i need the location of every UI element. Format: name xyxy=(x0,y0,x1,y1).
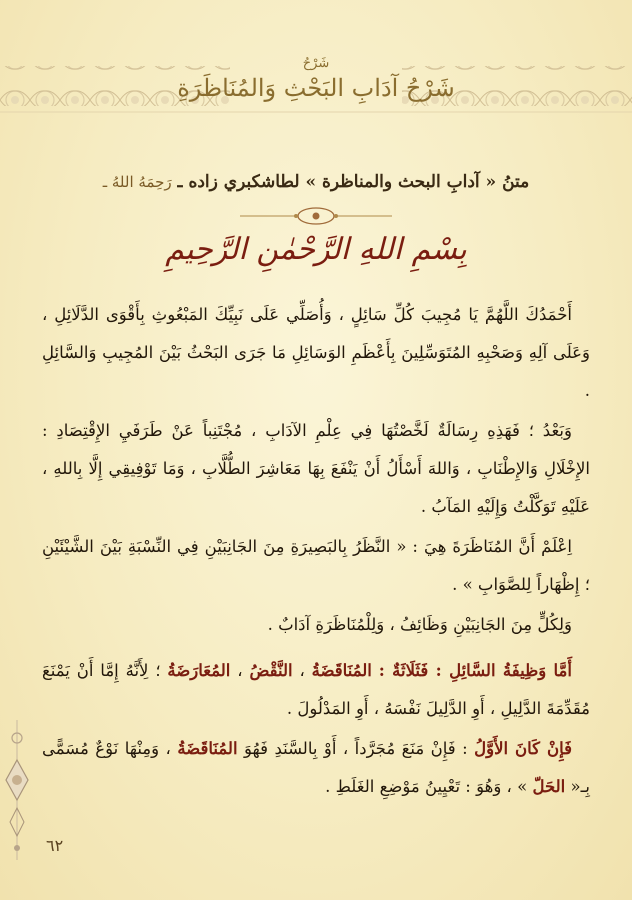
heading-title: متنُ « آدابِ البحث والمناظرة » لطاشكبري زاده ـ xyxy=(177,172,530,192)
header-subtitle: شَرْحُ xyxy=(302,56,330,71)
term-hall: الحَلّ xyxy=(532,777,566,796)
body-text-2 xyxy=(42,412,590,526)
paragraph-5: أَمَّا وَظِيفَةُ السَّائِلِ : فَثَلَاثَةٌ : المُنَاقَضَةُ ، النَّقْضُ ، المُعَارَضَةُ ؛ لِأَنَّهُ إِمَّا أَنْ يَمْنَعَ مُقَدِّمَةَ الدَّلِيلِ ، أَوِ الدَّلِيلَ نَفْسَهُ ، أَوِ المَدْلُولَ . xyxy=(42,661,590,718)
paragraph-5-text: ؛ لِأَنَّهُ إِمَّا أَنْ يَمْنَعَ مُقَدِّمَةَ الدَّلِيلِ ، أَوِ الدَّلِيلَ نَفْسَهُ ، أَوِ المَدْلُولَ . xyxy=(42,661,590,718)
term-munaqada: المُنَاقَضَةُ xyxy=(311,661,372,680)
heading-mercy-phrase: رَحِمَهُ اللهُ ـ xyxy=(102,173,172,191)
term-munaqada-2: المُنَاقَضَةُ xyxy=(177,739,238,758)
body-text-5 xyxy=(42,652,590,728)
paragraph-6-lead: فَإِنْ كَانَ الأَوَّلُ xyxy=(474,739,573,758)
body-text-3 xyxy=(42,528,590,604)
term-naqd: النَّقْضُ xyxy=(249,661,293,680)
paragraph-5-lead: أَمَّا وَظِيفَةُ السَّائِلِ : فَثَلَاثَةٌ : xyxy=(378,661,572,680)
paragraph-6-text-b: ، وَمِنْهَا نَوْعٌ مُسَمًّى بِـ« xyxy=(42,739,590,796)
paragraph-6-text-a: : فَإِنْ مَنَعَ مُجَرَّداً ، أَوْ بِالسَّنَدِ فَهُوَ xyxy=(243,739,468,758)
paragraph-6-text-c: » ، وَهُوَ : تَعْيِينُ مَوْضِعِ الغَلَطِ . xyxy=(325,777,528,796)
body-text-6 xyxy=(42,730,590,806)
term-muarada: المُعَارَضَةُ xyxy=(167,661,231,680)
ornamental-divider xyxy=(236,204,396,228)
paragraph-2: وَبَعْدُ ؛ فَهَذِهِ رِسَالَةٌ لَخَّصْتُهَا فِي عِلْمِ الآدَابِ ، مُجْتَنِباً عَنْ طَرَفَيِ الإِقْتِصَادِ : الإِخْلَالِ وَالإِطْنَابِ ، وَاللهَ أَسْأَلُ أَنْ يَنْفَعَ بِهَا مَعَاشِرَ الطُّلَّابِ ، وَمَا تَوْفِيقِي إِلَّا بِاللهِ ، عَلَيْهِ تَوَكَّلْتُ وَإِلَيْهِ المَآبُ . xyxy=(42,421,590,516)
paragraph-6 xyxy=(42,730,590,806)
header-title: شَرْحُ آدَابِ البَحْثِ وَالمُنَاظَرَةِ xyxy=(177,74,455,102)
body-text-4 xyxy=(42,606,590,644)
body-text xyxy=(42,296,590,410)
page-number: ٦٢ xyxy=(46,836,64,855)
side-ornament-icon xyxy=(2,720,32,860)
section-heading xyxy=(40,172,592,192)
paragraph-3: اِعْلَمْ أَنَّ المُنَاظَرَةَ هِيَ : « النَّظَرُ بِالبَصِيرَةِ مِنَ الجَانِبَيْنِ فِي النِّسْبَةِ بَيْنَ الشَّيْئَيْنِ ؛ إِظْهَاراً لِلصَّوَابِ » . xyxy=(42,537,590,594)
paragraph-1: أَحْمَدُكَ اللَّهُمَّ يَا مُجِيبَ كُلِّ سَائِلٍ ، وَأُصَلِّي عَلَى نَبِيِّكَ المَبْعُوثِ بِأَقْوَى الدَّلَائِلِ ، وَعَلَى آلِهِ وَصَحْبِهِ المُتَوَسِّلِينَ بِأَعْظَمِ الوَسَائِلِ مَا جَرَى البَحْثُ بَيْنَ المُجِيبِ وَالسَّائِلِ . xyxy=(42,305,590,400)
basmala-calligraphy: بِسْمِ اللهِ الرَّحْمٰنِ الرَّحِيمِ xyxy=(165,232,467,267)
paragraph-4: وَلِكُلٍّ مِنَ الجَانِبَيْنِ وَظَائِفُ ، وَلِلْمُنَاظَرَةِ آدَابٌ . xyxy=(267,615,572,634)
